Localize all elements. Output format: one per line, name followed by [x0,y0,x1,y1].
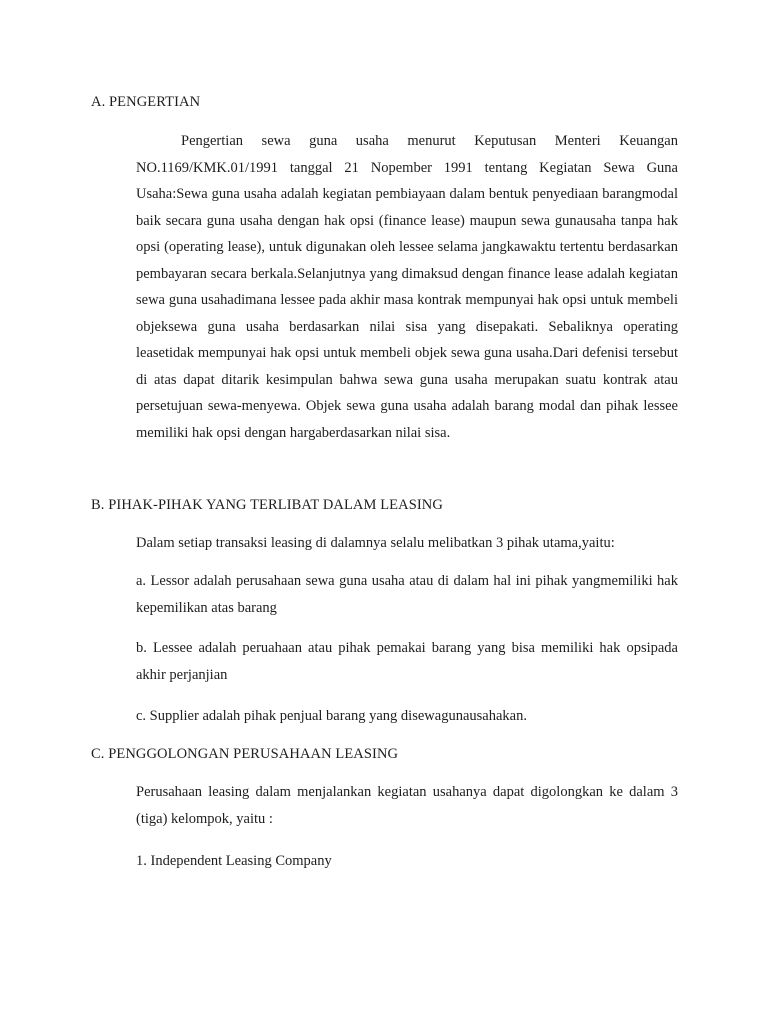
parties-intro: Dalam setiap transaksi leasing di dalamnya selalu melibatkan 3 pihak utama,yaitu: [136,535,615,551]
list-item-independent-leasing: 1. Independent Leasing Company [136,853,332,869]
section-heading-b: B. PIHAK-PIHAK YANG TERLIBAT DALAM LEASING [91,497,443,513]
list-item-supplier: c. Supplier adalah pihak penjual barang yang disewagunausahakan. [136,708,527,724]
section-heading-c: C. PENGGOLONGAN PERUSAHAAN LEASING [91,746,399,762]
classification-intro: Perusahaan leasing dalam menjalankan kegiatan usahanya dapat digolongkan ke dalam 3 (tiga) kelompok, yaitu : [136,784,678,827]
list-item-lessor: a. Lessor adalah perusahaan sewa guna usaha atau di dalam hal ini pihak yangmemiliki hak kepemilikan atas barang [136,573,678,616]
section-heading-a: A. PENGERTIAN [91,94,201,110]
definition-paragraph: Pengertian sewa guna usaha menurut Keputusan Menteri Keuangan NO.1169/KMK.01/1991 tanggal 21 Nopember 1991 tentang Kegiatan Sewa Guna Usaha:Sewa guna usaha adalah kegiatan pembiayaan dalam bentuk penyediaan barangmodal baik secara guna usaha dengan hak opsi (finance lease) maupun sewa gunausaha tanpa hak opsi (operating lease), untuk digunakan oleh lessee selama jangkawaktu tertentu berdasarkan pembayaran secara berkala.Selanjutnya yang dimaksud dengan finance lease adalah kegiatan sewa guna usahadimana lessee pada akhir masa kontrak mempunyai hak opsi untuk membeli objeksewa guna usaha berdasarkan nilai sisa yang disepakati. Sebaliknya operating leasetidak mempunyai hak opsi untuk membeli objek sewa guna usaha.Dari defenisi tersebut di atas dapat ditarik kesimpulan bahwa sewa guna usaha merupakan suatu kontrak atau persetujuan sewa-menyewa. Objek sewa guna usaha adalah barang modal dan pihak lessee memiliki hak opsi dengan hargaberdasarkan nilai sisa. [136,133,678,441]
list-item-lessee: b. Lessee adalah peruahaan atau pihak pemakai barang yang bisa memiliki hak opsipada akhir perjanjian [136,640,678,683]
